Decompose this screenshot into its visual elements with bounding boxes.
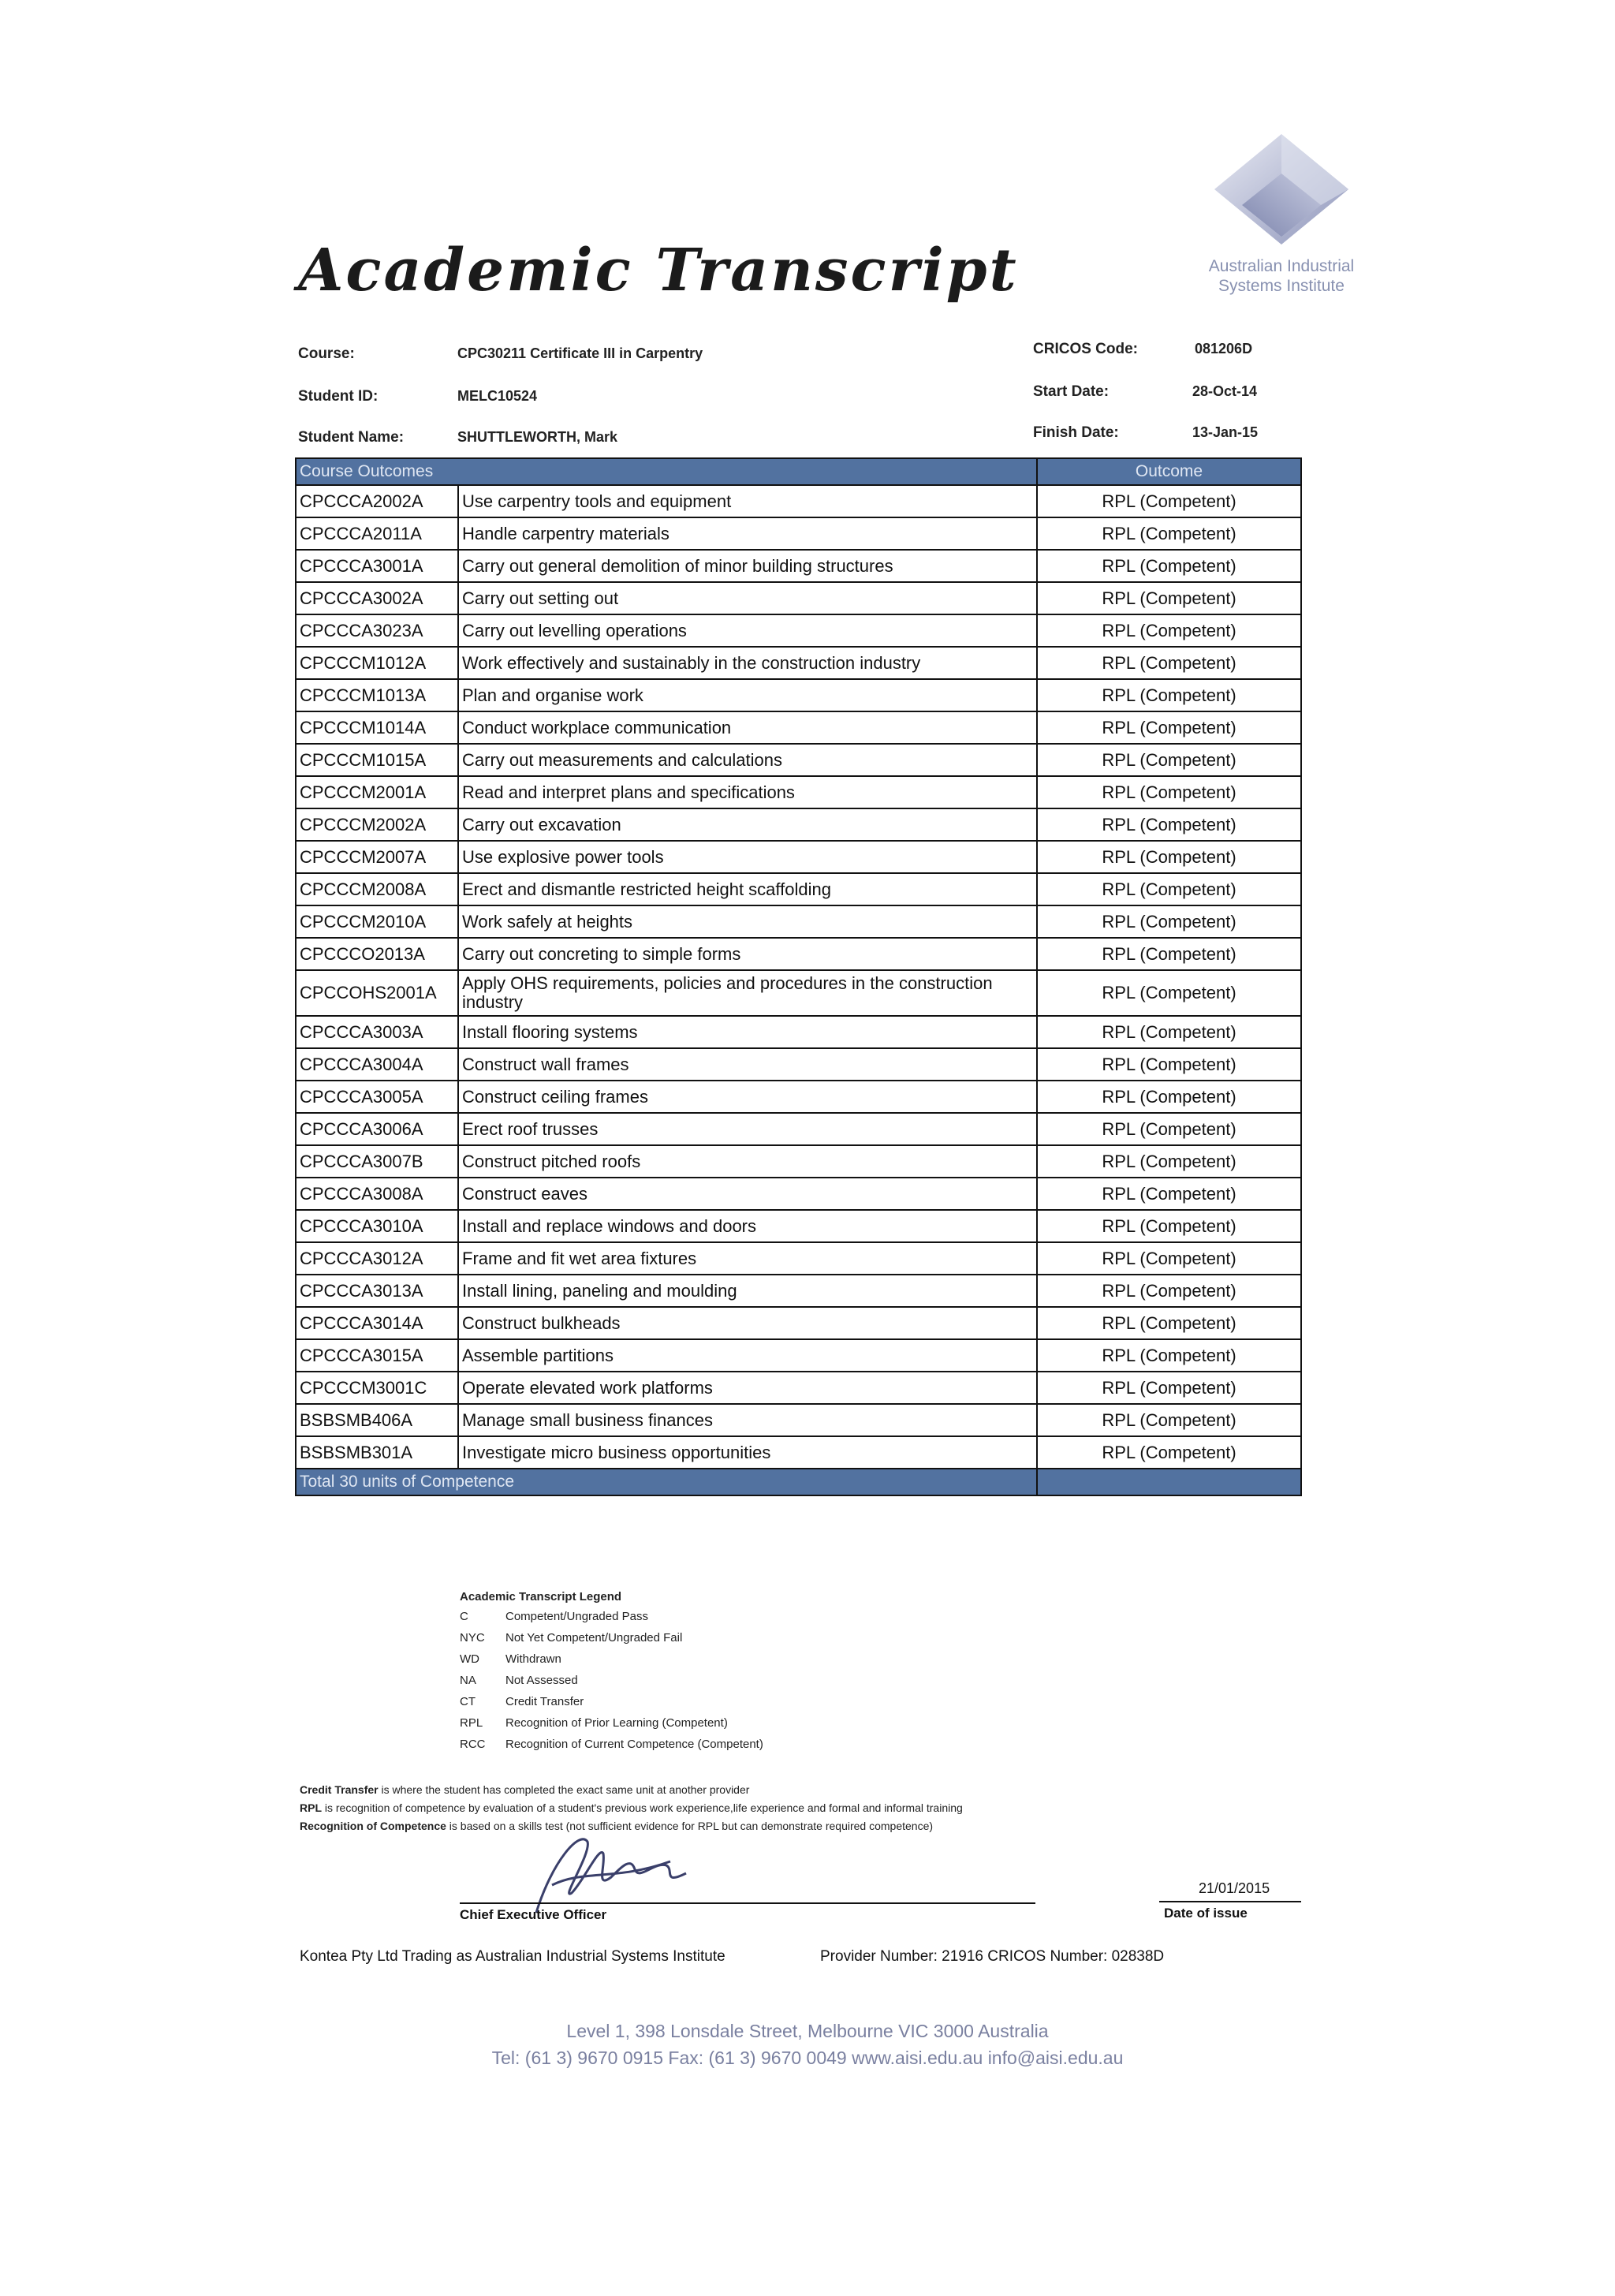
unit-code: CPCCCM2008A (296, 873, 458, 905)
legend-code: CT (460, 1695, 476, 1708)
diamond-logo-icon (1203, 130, 1360, 248)
unit-code: CPCCCM1012A (296, 647, 458, 679)
unit-code: CPCCCA2011A (296, 517, 458, 550)
unit-title: Carry out general demolition of minor building structures (458, 550, 1037, 582)
note-ct-term: Credit Transfer (300, 1783, 379, 1796)
student-name-value: SHUTTLEWORTH, Mark (457, 429, 618, 445)
unit-outcome: RPL (Competent) (1037, 614, 1301, 647)
unit-outcome: RPL (Competent) (1037, 873, 1301, 905)
legend-desc: Credit Transfer (505, 1695, 584, 1708)
unit-code: CPCCCA3001A (296, 550, 458, 582)
footer-contact: Tel: (61 3) 9670 0915 Fax: (61 3) 9670 0049 www.aisi.edu.au info@aisi.edu.au (491, 2048, 1124, 2068)
table-row (296, 1307, 1301, 1339)
legend-item (460, 1695, 763, 1716)
footer-address: Level 1, 398 Lonsdale Street, Melbourne VIC 3000 Australia (566, 2021, 1049, 2041)
unit-outcome: RPL (Competent) (1037, 1145, 1301, 1178)
student-id-value: MELC10524 (457, 388, 538, 404)
cricos-label: CRICOS Code: (1033, 341, 1138, 357)
unit-outcome: RPL (Competent) (1037, 711, 1301, 744)
unit-outcome: RPL (Competent) (1037, 970, 1301, 1016)
unit-code: CPCCCA2002A (296, 485, 458, 517)
page-title: Academic Transcript (298, 237, 1019, 304)
logo-name-line1: Australian Industrial (1208, 257, 1355, 275)
unit-outcome: RPL (Competent) (1037, 647, 1301, 679)
unit-outcome: RPL (Competent) (1037, 1210, 1301, 1242)
unit-title: Assemble partitions (458, 1339, 1037, 1372)
table-row (296, 841, 1301, 873)
unit-title: Carry out setting out (458, 582, 1037, 614)
note-rpl-term: RPL (300, 1801, 322, 1814)
unit-code: CPCCCA3013A (296, 1275, 458, 1307)
unit-outcome: RPL (Competent) (1037, 1372, 1301, 1404)
unit-outcome: RPL (Competent) (1037, 1242, 1301, 1275)
signer-title: Chief Executive Officer (460, 1907, 607, 1922)
table-row (296, 550, 1301, 582)
unit-outcome: RPL (Competent) (1037, 1048, 1301, 1081)
unit-code: CPCCCA3010A (296, 1210, 458, 1242)
header-course-outcomes: Course Outcomes (296, 458, 1037, 485)
institute-logo (1187, 130, 1376, 296)
table-row (296, 1210, 1301, 1242)
unit-title: Carry out concreting to simple forms (458, 938, 1037, 970)
table-row (296, 776, 1301, 808)
unit-title: Frame and fit wet area fixtures (458, 1242, 1037, 1275)
unit-outcome: RPL (Competent) (1037, 582, 1301, 614)
unit-title: Read and interpret plans and specifications (458, 776, 1037, 808)
student-id-label: Student ID: (298, 388, 379, 405)
unit-code: CPCCCA3008A (296, 1178, 458, 1210)
header-outcome: Outcome (1037, 458, 1301, 485)
table-header-row (296, 458, 1301, 485)
unit-outcome: RPL (Competent) (1037, 679, 1301, 711)
legend-item (460, 1610, 763, 1631)
unit-outcome: RPL (Competent) (1037, 938, 1301, 970)
unit-title: Plan and organise work (458, 679, 1037, 711)
unit-code: CPCCCA3003A (296, 1016, 458, 1048)
legend-code: NYC (460, 1631, 485, 1645)
legend-heading: Academic Transcript Legend (460, 1590, 622, 1603)
cricos-value: 081206D (1195, 341, 1253, 357)
table-row (296, 1145, 1301, 1178)
issue-date-label: Date of issue (1164, 1906, 1248, 1921)
unit-title: Investigate micro business opportunities (458, 1436, 1037, 1469)
unit-outcome: RPL (Competent) (1037, 1339, 1301, 1372)
legend-item (460, 1738, 763, 1759)
legend-code: WD (460, 1652, 479, 1666)
unit-title: Carry out measurements and calculations (458, 744, 1037, 776)
legend-desc: Not Assessed (505, 1674, 578, 1687)
unit-title: Apply OHS requirements, policies and procedures in the construction industry (458, 970, 1037, 1016)
signature-line (460, 1902, 1035, 1904)
table-row (296, 1081, 1301, 1113)
table-row (296, 614, 1301, 647)
unit-outcome: RPL (Competent) (1037, 1275, 1301, 1307)
unit-title: Carry out excavation (458, 808, 1037, 841)
table-row (296, 1372, 1301, 1404)
table-row (296, 808, 1301, 841)
table-row (296, 1339, 1301, 1372)
legend-item (460, 1631, 763, 1652)
table-row (296, 1178, 1301, 1210)
unit-code: CPCCCM2007A (296, 841, 458, 873)
unit-title: Construct eaves (458, 1178, 1037, 1210)
unit-title: Erect roof trusses (458, 1113, 1037, 1145)
legend-desc: Recognition of Prior Learning (Competent) (505, 1716, 728, 1730)
table-row (296, 1016, 1301, 1048)
legend-desc: Withdrawn (505, 1652, 561, 1666)
table-row (296, 1113, 1301, 1145)
note-rcc-text: is based on a skills test (not sufficient evidence for RPL but can demonstrate required competence) (446, 1820, 934, 1832)
unit-outcome: RPL (Competent) (1037, 550, 1301, 582)
table-total-row (296, 1469, 1301, 1495)
unit-title: Manage small business finances (458, 1404, 1037, 1436)
unit-code: BSBSMB301A (296, 1436, 458, 1469)
unit-code: CPCCCM1013A (296, 679, 458, 711)
finish-date-label: Finish Date: (1033, 424, 1119, 441)
note-rcc-term: Recognition of Competence (300, 1820, 446, 1832)
unit-code: CPCCCA3007B (296, 1145, 458, 1178)
unit-outcome: RPL (Competent) (1037, 1178, 1301, 1210)
issue-date-value: 21/01/2015 (1199, 1880, 1270, 1896)
unit-title: Construct bulkheads (458, 1307, 1037, 1339)
table-row (296, 744, 1301, 776)
total-units: Total 30 units of Competence (296, 1469, 1037, 1495)
table-row (296, 873, 1301, 905)
unit-code: CPCCCO2013A (296, 938, 458, 970)
course-label: Course: (298, 345, 355, 362)
unit-title: Operate elevated work platforms (458, 1372, 1037, 1404)
unit-outcome: RPL (Competent) (1037, 517, 1301, 550)
table-row (296, 1275, 1301, 1307)
unit-code: CPCCCA3006A (296, 1113, 458, 1145)
legend-item (460, 1674, 763, 1695)
date-line (1159, 1901, 1301, 1902)
transcript-legend (460, 1590, 763, 1759)
legend-code: NA (460, 1674, 476, 1687)
unit-code: CPCCCA3014A (296, 1307, 458, 1339)
table-row (296, 679, 1301, 711)
unit-title: Install flooring systems (458, 1016, 1037, 1048)
legend-code: RCC (460, 1738, 486, 1751)
legend-code: C (460, 1610, 468, 1623)
table-row (296, 485, 1301, 517)
table-row (296, 1048, 1301, 1081)
legend-desc: Recognition of Current Competence (Competent) (505, 1738, 763, 1751)
legend-code: RPL (460, 1716, 483, 1730)
table-row (296, 647, 1301, 679)
unit-title: Erect and dismantle restricted height scaffolding (458, 873, 1037, 905)
unit-title: Handle carpentry materials (458, 517, 1037, 550)
note-rpl-text: is recognition of competence by evaluation of a student's previous work experience,life experience and formal and informal training (322, 1801, 963, 1814)
unit-code: CPCCCA3012A (296, 1242, 458, 1275)
legend-desc: Not Yet Competent/Ungraded Fail (505, 1631, 683, 1645)
table-row (296, 1436, 1301, 1469)
unit-code: BSBSMB406A (296, 1404, 458, 1436)
provider-trading-name: Kontea Pty Ltd Trading as Australian Industrial Systems Institute (300, 1948, 725, 1965)
unit-title: Install lining, paneling and moulding (458, 1275, 1037, 1307)
unit-code: CPCCCM2002A (296, 808, 458, 841)
start-date-label: Start Date: (1033, 383, 1110, 400)
unit-code: CPCCCM2010A (296, 905, 458, 938)
unit-code: CPCCCA3023A (296, 614, 458, 647)
legend-item (460, 1716, 763, 1738)
logo-name-line2: Systems Institute (1218, 277, 1345, 295)
table-row (296, 517, 1301, 550)
unit-outcome: RPL (Competent) (1037, 1016, 1301, 1048)
table-row (296, 711, 1301, 744)
unit-title: Construct ceiling frames (458, 1081, 1037, 1113)
unit-code: CPCCCA3005A (296, 1081, 458, 1113)
course-value: CPC30211 Certificate III in Carpentry (457, 345, 703, 361)
note-credit-transfer (300, 1781, 963, 1799)
unit-code: CPCCCM1015A (296, 744, 458, 776)
unit-title: Work effectively and sustainably in the construction industry (458, 647, 1037, 679)
unit-outcome: RPL (Competent) (1037, 776, 1301, 808)
student-name-label: Student Name: (298, 429, 405, 446)
unit-outcome: RPL (Competent) (1037, 1404, 1301, 1436)
legend-item (460, 1652, 763, 1674)
table-row (296, 970, 1301, 1016)
unit-code: CPCCCM3001C (296, 1372, 458, 1404)
unit-title: Construct pitched roofs (458, 1145, 1037, 1178)
unit-outcome: RPL (Competent) (1037, 841, 1301, 873)
total-outcome-cell (1037, 1469, 1301, 1495)
finish-date-value: 13-Jan-15 (1192, 424, 1259, 440)
unit-outcome: RPL (Competent) (1037, 1113, 1301, 1145)
unit-outcome: RPL (Competent) (1037, 1436, 1301, 1469)
table-row (296, 1242, 1301, 1275)
unit-outcome: RPL (Competent) (1037, 808, 1301, 841)
unit-outcome: RPL (Competent) (1037, 905, 1301, 938)
course-outcomes-table (295, 457, 1302, 1496)
unit-outcome: RPL (Competent) (1037, 1081, 1301, 1113)
unit-outcome: RPL (Competent) (1037, 1307, 1301, 1339)
table-row (296, 905, 1301, 938)
unit-code: CPCCCA3015A (296, 1339, 458, 1372)
table-row (296, 582, 1301, 614)
unit-title: Use explosive power tools (458, 841, 1037, 873)
unit-code: CPCCCM2001A (296, 776, 458, 808)
unit-outcome: RPL (Competent) (1037, 744, 1301, 776)
unit-title: Construct wall frames (458, 1048, 1037, 1081)
unit-code: CPCCCA3004A (296, 1048, 458, 1081)
unit-title: Work safely at heights (458, 905, 1037, 938)
note-ct-text: is where the student has completed the exact same unit at another provider (378, 1783, 750, 1796)
unit-title: Conduct workplace communication (458, 711, 1037, 744)
table-row (296, 938, 1301, 970)
start-date-value: 28-Oct-14 (1192, 383, 1258, 399)
unit-title: Install and replace windows and doors (458, 1210, 1037, 1242)
unit-outcome: RPL (Competent) (1037, 485, 1301, 517)
unit-code: CPCCCA3002A (296, 582, 458, 614)
unit-title: Carry out levelling operations (458, 614, 1037, 647)
table-row (296, 1404, 1301, 1436)
provider-numbers: Provider Number: 21916 CRICOS Number: 02838D (820, 1948, 1165, 1965)
unit-code: CPCCOHS2001A (296, 970, 458, 1016)
unit-code: CPCCCM1014A (296, 711, 458, 744)
unit-title: Use carpentry tools and equipment (458, 485, 1037, 517)
legend-desc: Competent/Ungraded Pass (505, 1610, 648, 1623)
